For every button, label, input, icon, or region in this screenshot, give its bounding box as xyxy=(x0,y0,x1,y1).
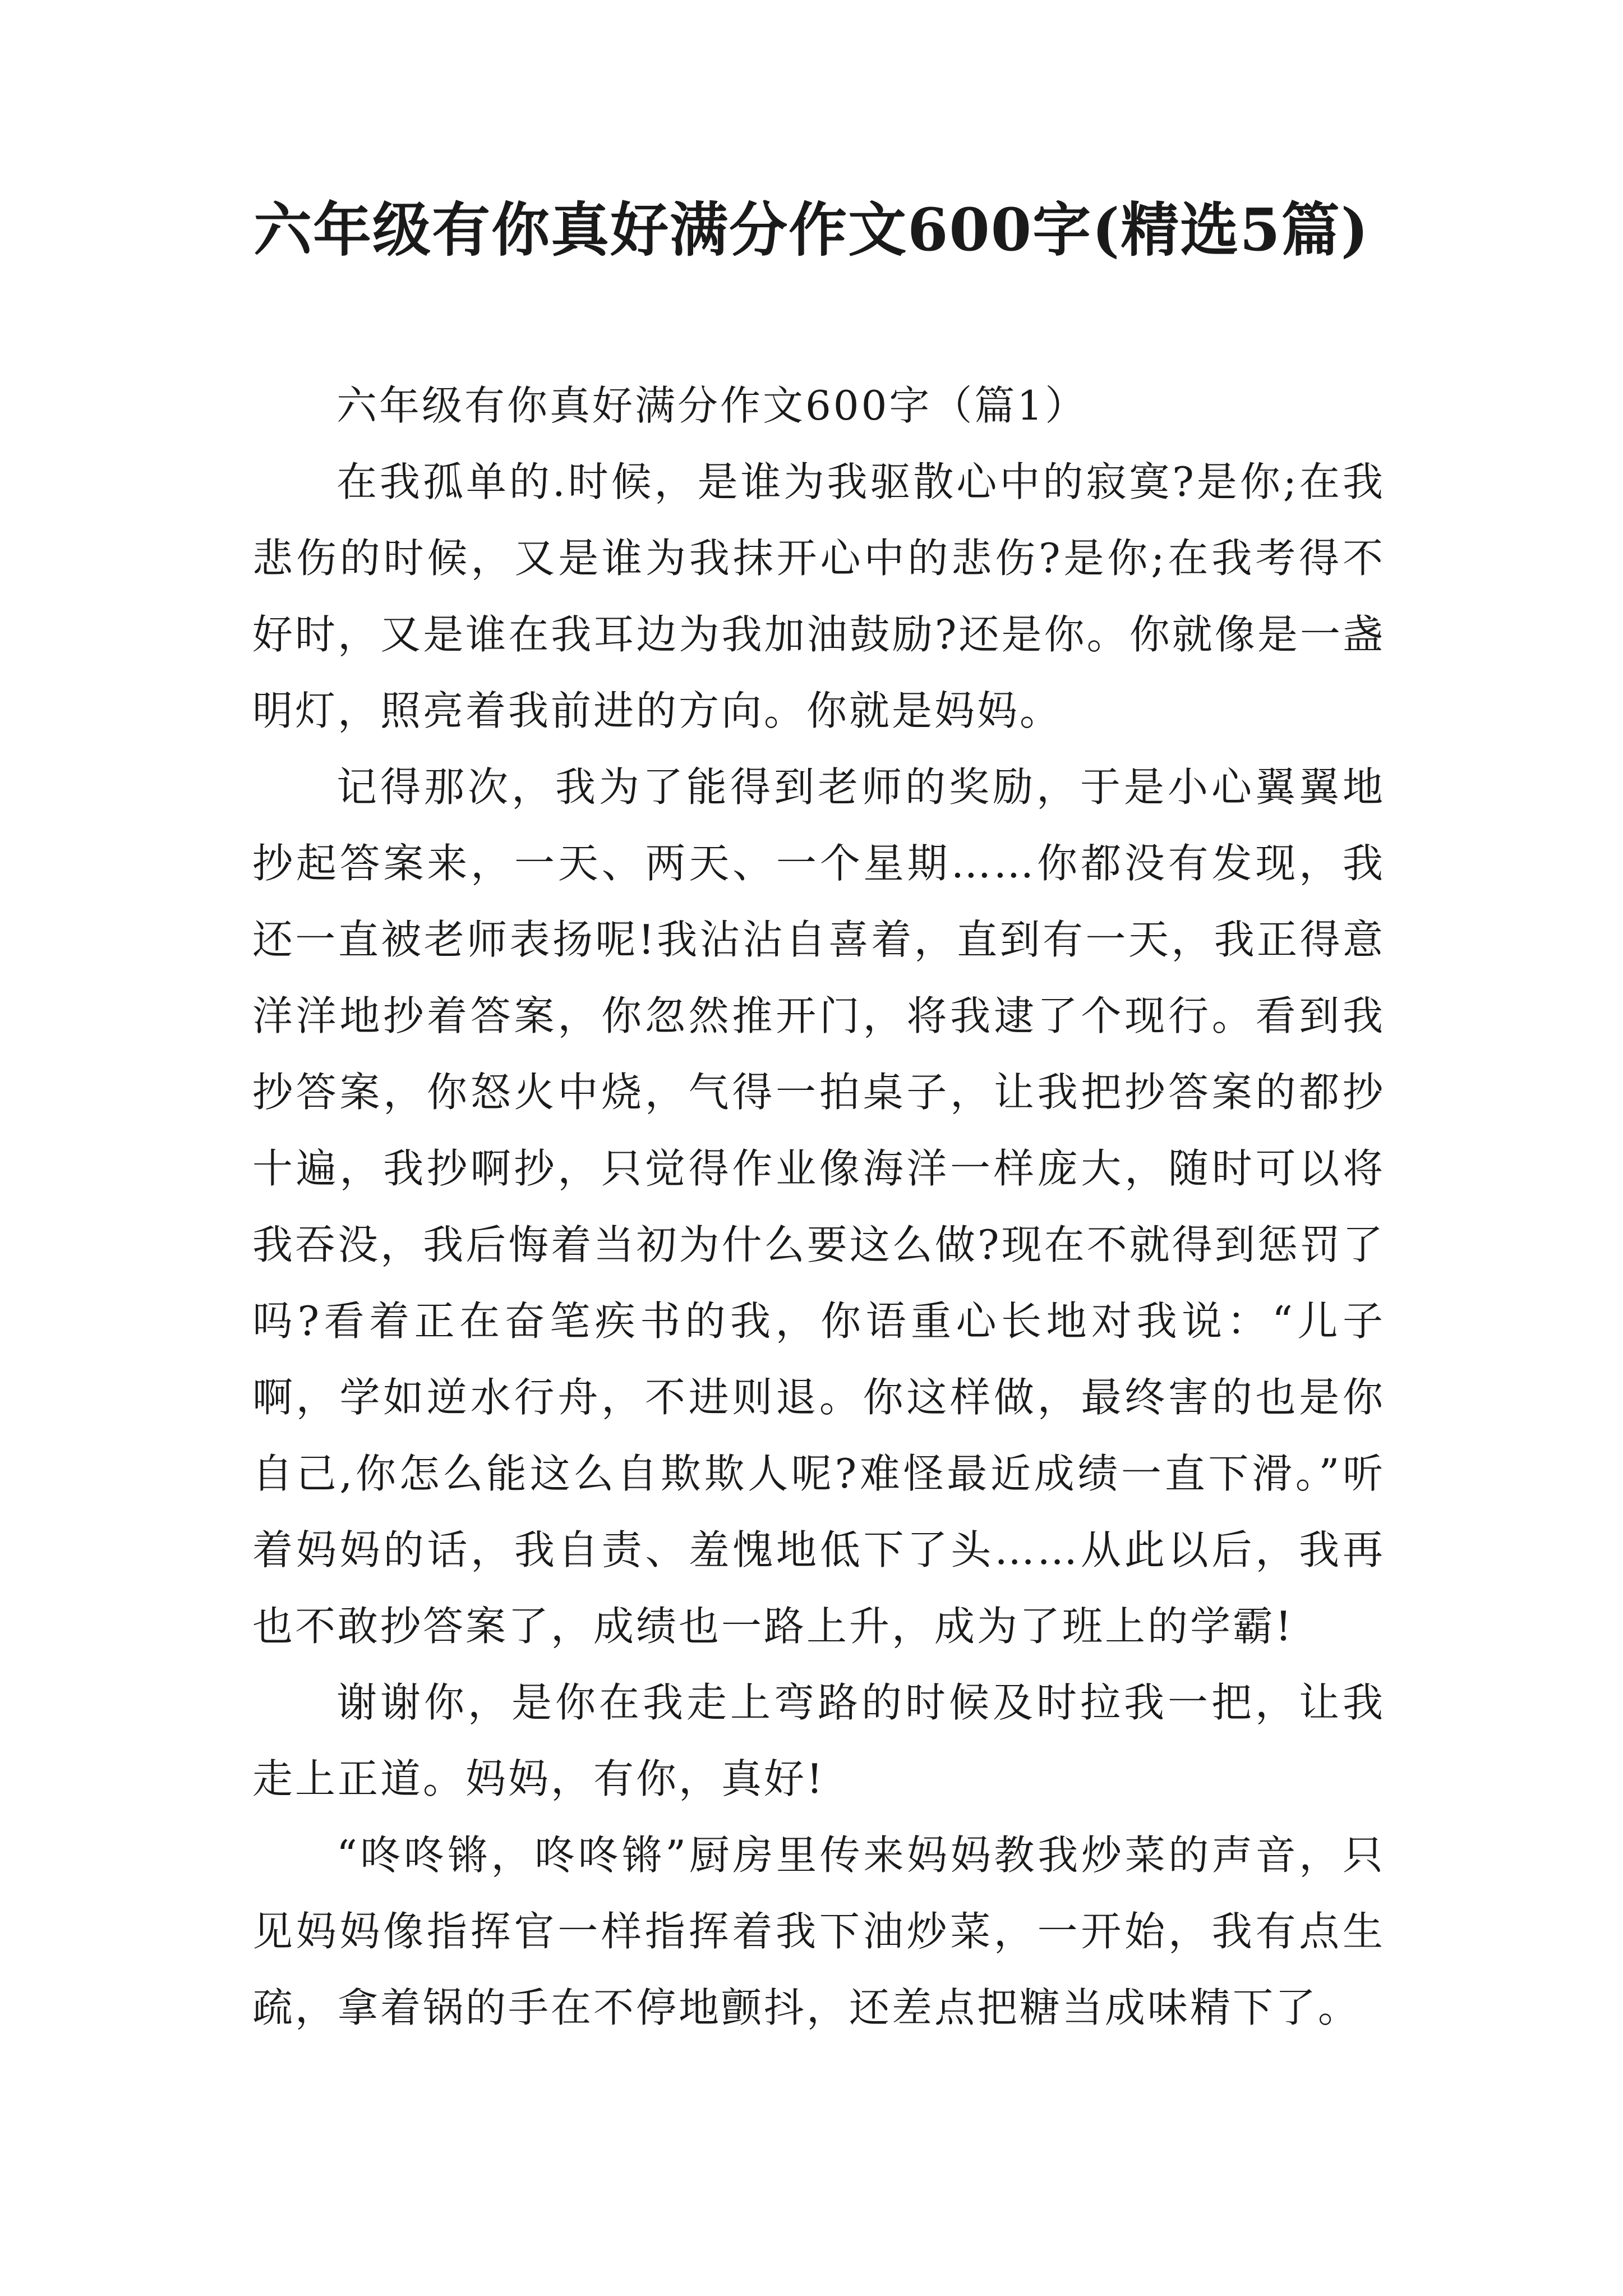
section-heading: 六年级有你真好满分作文600字（篇1） xyxy=(336,382,1088,429)
paragraph: “咚咚锵，咚咚锵”厨房里传来妈妈教我炒菜的声音，只见妈妈像指挥官一样指挥着我下油炒菜，一开始，我有点生疏，拿着锅的手在不停地颤抖，还差点把糖当成味精下了。 xyxy=(252,1832,1385,2031)
document-body xyxy=(252,367,1385,2046)
document-title: 六年级有你真好满分作文600字(精选5篇) xyxy=(253,195,1370,264)
paragraph: 记得那次，我为了能得到老师的奖励，于是小心翼翼地抄起答案来，一天、两天、一个星期……你都没有发现，我还一直被老师表扬呢!我沾沾自喜着，直到有一天，我正得意洋洋地抄着答案，你忽然推开门，将我逮了个现行。看到我抄答案，你怒火中烧，气得一拍桌子，让我把抄答案的都抄十遍，我抄啊抄，只觉得作业像海洋一样庞大，随时可以将我吞没，我后悔着当初为什么要这么做?现在不就得到惩罚了吗?看着正在奋笔疾书的我，你语重心长地对我说：“儿子啊，学如逆水行舟，不进则退。你这样做，最终害的也是你自己,你怎么能这么自欺欺人呢?难怪最近成绩一直下滑。”听着妈妈的话，我自责、羞愧地低下了头……从此以后，我再也不敢抄答案了，成绩也一路上升，成为了班上的学霸! xyxy=(252,763,1385,1650)
paragraph: 在我孤单的.时候，是谁为我驱散心中的寂寞?是你;在我悲伤的时候，又是谁为我抹开心中的悲伤?是你;在我考得不好时，又是谁在我耳边为我加油鼓励?还是你。你就像是一盏明灯，照亮着我前进的方向。你就是妈妈。 xyxy=(252,458,1385,734)
paragraph: 谢谢你，是你在我走上弯路的时候及时拉我一把，让我走上正道。妈妈，有你，真好! xyxy=(252,1679,1385,1802)
